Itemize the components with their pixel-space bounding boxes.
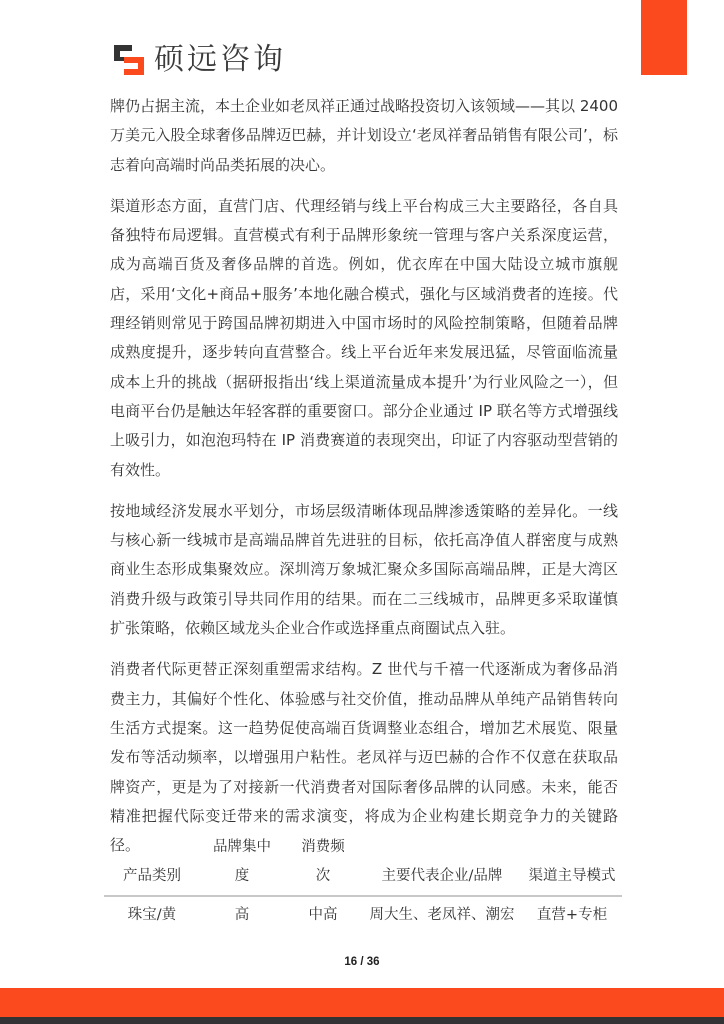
header-accent-block (641, 0, 687, 75)
paragraph-market-tiers: 按地域经济发展水平划分，市场层级清晰体现品牌渗透策略的差异化。一线与核心新一线城市是高端品牌首先进驻的目标，依托高净值人群密度与成熟商业生态形成集聚效应。深圳湾万象城汇聚众多国际高端品牌，正是大湾区消费升级与政策引导共同作用的结果。而在二三线城市，品牌更多采取谨慎扩张策略，依赖区域龙头企业合作或选择重点商圈试点入驻。 (110, 501, 618, 638)
table-row (104, 896, 622, 925)
document-body (110, 92, 618, 872)
cell-brand-concentration: 高 (234, 907, 250, 923)
cell-product-category: 珠宝/黄 (127, 907, 177, 923)
logo-mark-icon (112, 43, 146, 77)
product-category-table (104, 833, 622, 925)
page-number: 16 / 36 (344, 956, 380, 968)
paragraph-brand-mainstream: 牌仍占据主流，本土企业如老凤祥正通过战略投资切入该领域——其以 2400 万美元入股全球奢侈品牌迈巴赫，并计划设立‘老凤祥奢品销售有限公司’，标志着向高端时尚品类拓展的决心。 (110, 97, 618, 174)
cell-representative-brands: 周大生、老凤祥、潮宏 (369, 907, 515, 923)
company-logo (112, 40, 286, 80)
header-channel-mode: 渠道主导模式 (528, 868, 616, 884)
footer-dark-strip (0, 1017, 724, 1024)
header-representative-brands: 主要代表企业/品牌 (381, 868, 503, 884)
cell-consumption-frequency: 中高 (308, 907, 338, 923)
header-consumption-frequency: 消费频次 (301, 839, 345, 884)
paragraph-channel-forms: 渠道形态方面，直营门店、代理经销与线上平台构成三大主要路径，各自具备独特布局逻辑。直营模式有利于品牌形象统一管理与客户关系深度运营，成为高端百货及奢侈品牌的首选。例如，优衣库在中国大陆设立城市旗舰店，采用‘文化+商品+服务’本地化融合模式，强化与区域消费者的连接。代理经销则常见于跨国品牌初期进入中国市场时的风险控制策略，但随着品牌成熟度提升，逐步转向直营整合。线上平台近年来发展迅猛，尽管面临流量成本上升的挑战（据研报指出‘线上渠道流量成本提升’为行业风险之一），但电商平台仍是触达年轻客群的重要窗口。部分企业通过 IP 联名等方式增强线上吸引力，如泡泡玛特在 IP 消费赛道的表现突出，印证了内容驱动型营销的有效性。 (110, 196, 618, 479)
table-header-row (104, 833, 622, 896)
logo-text: 硕远咨询 (154, 42, 286, 77)
paragraph-consumer-generations: 消费者代际更替正深刻重塑需求结构。Z 世代与千禧一代逐渐成为奢侈品消费主力，其偏好个性化、体验感与社交价值，推动品牌从单纯产品销售转向生活方式提案。这一趋势促使高端百货调整业态组合，增加艺术展览、限量发布等活动频率，以增强用户粘性。老凤祥与迈巴赫的合作不仅意在获取品牌资产，更是为了对接新一代消费者对国际奢侈品牌的认同感。未来，能否精准把握代际变迁带来的需求演变，将成为企业构建长期竞争力的关键路径。 (110, 660, 618, 855)
header-product-category: 产品类别 (123, 868, 181, 884)
footer-accent-bar (0, 988, 724, 1017)
cell-channel-mode: 直营+专柜 (536, 907, 608, 923)
header-brand-concentration: 品牌集中度 (212, 839, 271, 884)
